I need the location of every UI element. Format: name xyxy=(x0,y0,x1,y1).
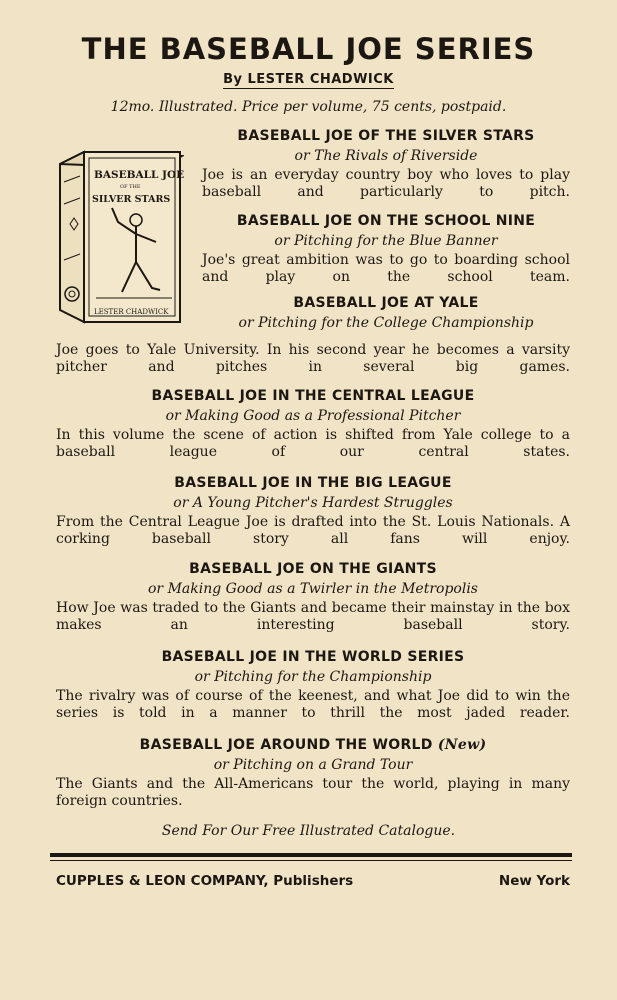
book-title: BASEBALL JOE AT YALE xyxy=(293,295,479,311)
publisher-name: CUPPLES & LEON COMPANY, Publishers xyxy=(56,873,354,889)
book-entry-description xyxy=(56,340,570,376)
series-author xyxy=(0,72,617,87)
cover-title-line2: OF THE xyxy=(120,184,141,190)
book-title: BASEBALL JOE OF THE SILVER STARS xyxy=(237,128,535,144)
book-entry xyxy=(56,560,570,634)
book-title-row xyxy=(56,736,570,754)
page-title: THE BASEBALL JOE SERIES xyxy=(81,32,536,66)
catalogue-line: Send For Our Free Illustrated Catalogue. xyxy=(161,823,456,839)
book-title: BASEBALL JOE ON THE GIANTS xyxy=(189,561,437,577)
book-subtitle: or Making Good as a Professional Pitcher xyxy=(165,408,461,424)
book-description: From the Central League Joe is drafted into the St. Louis Nationals. A corking baseball story all fans will enjoy. xyxy=(56,514,570,547)
book-subtitle: or The Rivals of Riverside xyxy=(294,148,478,164)
book-entry xyxy=(56,648,570,722)
book-entry xyxy=(202,127,570,201)
book-subtitle: or Pitching on a Grand Tour xyxy=(213,757,413,773)
book-subtitle: or Pitching for the Championship xyxy=(194,669,432,685)
book-description: In this volume the scene of action is shifted from Yale college to a baseball league of our central states. xyxy=(56,427,570,460)
book-description: The Giants and the All-Americans tour the world, playing in many foreign countries. xyxy=(56,776,570,809)
book-subtitle: or A Young Pitcher's Hardest Struggles xyxy=(173,495,453,511)
book-entry xyxy=(56,474,570,548)
book-title: BASEBALL JOE IN THE WORLD SERIES xyxy=(161,649,465,665)
book-title: BASEBALL JOE ON THE SCHOOL NINE xyxy=(236,213,536,229)
publisher-city: New York xyxy=(498,873,570,889)
new-badge: (New) xyxy=(437,737,487,753)
cover-author: LESTER CHADWICK xyxy=(94,308,169,316)
cover-title-line1: BASEBALL JOE xyxy=(94,169,184,181)
book-entry xyxy=(202,212,570,286)
price-line: 12mo. Illustrated. Price per volume, 75 cents, postpaid. xyxy=(110,99,507,115)
book-entry xyxy=(56,736,570,810)
divider-thin xyxy=(50,860,572,861)
book-description: Joe goes to Yale University. In his second year he becomes a varsity pitcher and pitches in several big games. xyxy=(56,342,570,375)
cover-title-line3: SILVER STARS xyxy=(92,194,171,205)
author-text: By LESTER CHADWICK xyxy=(223,72,394,87)
book-description: Joe's great ambition was to go to boarding school and play on the school team. xyxy=(202,252,570,285)
book-subtitle: or Pitching for the Blue Banner xyxy=(274,233,498,249)
book-description: Joe is an everyday country boy who loves to play baseball and particularly to pitch. xyxy=(202,167,570,200)
footer xyxy=(56,873,570,889)
book-description: How Joe was traded to the Giants and became their mainstay in the box makes an interesting baseball story. xyxy=(56,600,570,633)
book-title: BASEBALL JOE IN THE BIG LEAGUE xyxy=(174,475,452,491)
book-description: The rivalry was of course of the keenest, and what Joe did to win the series is told in a manner to thrill the most jaded reader. xyxy=(56,688,570,721)
book-cover-illustration xyxy=(56,142,184,328)
book-subtitle: or Pitching for the College Championship xyxy=(238,315,534,331)
book-entry xyxy=(56,387,570,461)
book-title: BASEBALL JOE AROUND THE WORLD xyxy=(139,737,433,753)
book-title: BASEBALL JOE IN THE CENTRAL LEAGUE xyxy=(151,388,475,404)
book-subtitle: or Making Good as a Twirler in the Metropolis xyxy=(148,581,478,597)
divider-thick xyxy=(50,853,572,857)
book-entry xyxy=(202,294,570,332)
